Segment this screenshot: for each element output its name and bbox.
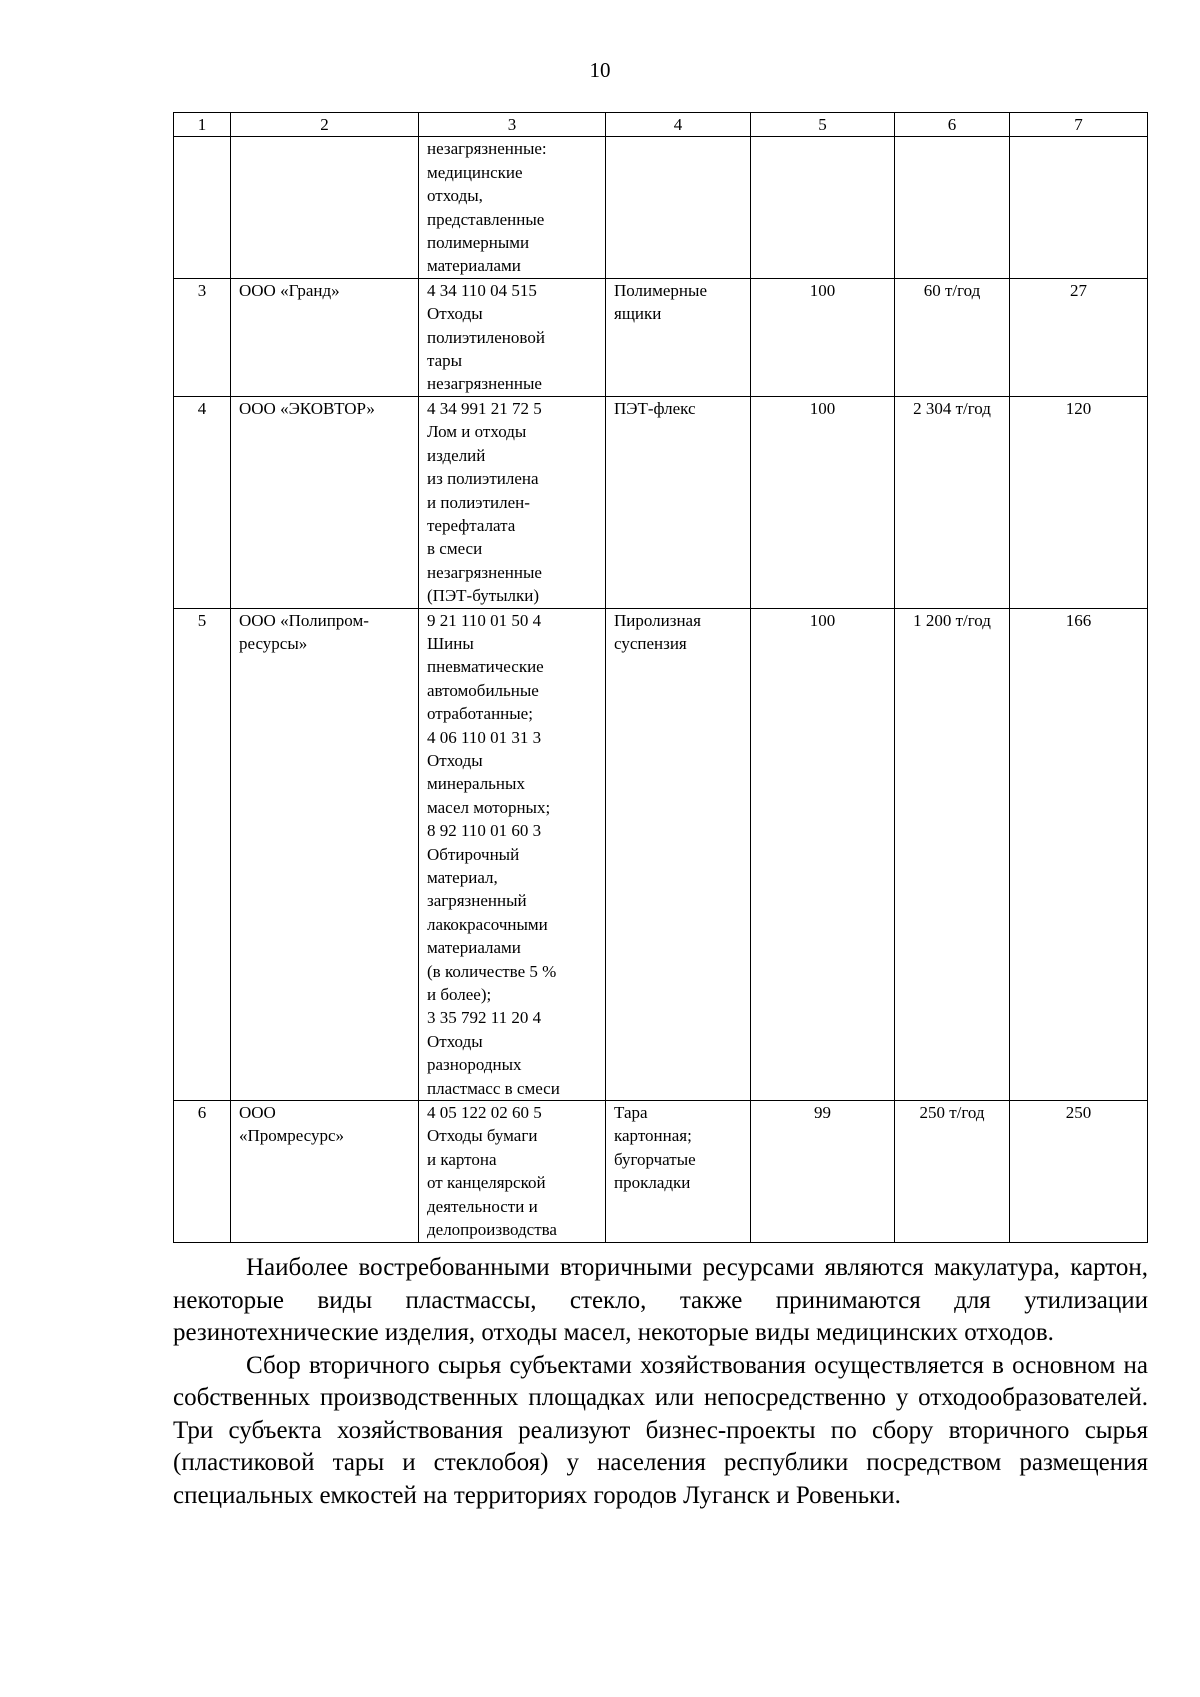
percent-value: 100 [751, 608, 895, 1101]
percent-value [751, 137, 895, 278]
row-number: 4 [174, 396, 231, 608]
capacity-value: 250 т/год [895, 1101, 1010, 1242]
table-row [174, 137, 1148, 278]
product-name: Пиролизная суспензия [606, 608, 751, 1101]
waste-description: 4 34 991 21 72 5 Лом и отходы изделий из полиэтилена и полиэтилен- терефталата в смеси незагрязненные (ПЭТ-бутылки) [419, 396, 606, 608]
header-cell: 4 [606, 113, 751, 137]
table-row [174, 1101, 1148, 1242]
waste-description: незагрязненные: медицинские отходы, представленные полимерными материалами [419, 137, 606, 278]
organization-name: ООО «Полипром- ресурсы» [231, 608, 419, 1101]
paragraph: Сбор вторичного сырья субъектами хозяйствования осуществляется в основном на собственных производственных площадках или непосредственно у отходообразователей. Три субъекта хозяйствования реализуют бизнес-проекты по сбору вторичного сырья (пластиковой тары и стеклобоя) у населения республики посредством размещения специальных емкостей на территориях городов Луганск и Ровеньки. [173, 1351, 1148, 1509]
header-cell: 5 [751, 113, 895, 137]
product-name: ПЭТ-флекс [606, 396, 751, 608]
capacity-value: 2 304 т/год [895, 396, 1010, 608]
column-7-value: 120 [1010, 396, 1148, 608]
percent-value: 100 [751, 278, 895, 396]
percent-value: 99 [751, 1101, 895, 1242]
percent-value: 100 [751, 396, 895, 608]
row-number: 5 [174, 608, 231, 1101]
organization-name: ООО «ЭКОВТОР» [231, 396, 419, 608]
waste-description: 4 34 110 04 515 Отходы полиэтиленовой тары незагрязненные [419, 278, 606, 396]
product-name: Тара картонная; бугорчатые прокладки [606, 1101, 751, 1242]
table-row [174, 608, 1148, 1101]
column-7-value: 250 [1010, 1101, 1148, 1242]
organization-name: ООО «Промресурс» [231, 1101, 419, 1242]
header-cell: 1 [174, 113, 231, 137]
organization-name [231, 137, 419, 278]
paragraph: Наиболее востребованными вторичными ресурсами являются макулатура, картон, некоторые виды пластмассы, стекло, также принимаются для утилизации резинотехнические изделия, отходы масел, некоторые виды медицинских отходов. [173, 1254, 1148, 1346]
row-number [174, 137, 231, 278]
header-cell: 3 [419, 113, 606, 137]
column-7-value: 166 [1010, 608, 1148, 1101]
row-number: 3 [174, 278, 231, 396]
header-cell: 2 [231, 113, 419, 137]
product-name: Полимерные ящики [606, 278, 751, 396]
header-cell: 6 [895, 113, 1010, 137]
waste-processors-table [173, 112, 1148, 1243]
table-row [174, 278, 1148, 396]
column-7-value [1010, 137, 1148, 278]
row-number: 6 [174, 1101, 231, 1242]
product-name [606, 137, 751, 278]
header-cell: 7 [1010, 113, 1148, 137]
capacity-value: 1 200 т/год [895, 608, 1010, 1101]
waste-description: 4 05 122 02 60 5 Отходы бумаги и картона от канцелярской деятельности и делопроизводства [419, 1101, 606, 1242]
organization-name: ООО «Гранд» [231, 278, 419, 396]
body-text [173, 1252, 1148, 1512]
page-number: 10 [589, 58, 611, 82]
table-row [174, 396, 1148, 608]
waste-description: 9 21 110 01 50 4 Шины пневматические автомобильные отработанные; 4 06 110 01 31 3 Отходы минеральных масел моторных; 8 92 110 01 60 3 Обтирочный материал, загрязненный лакокрасочными материалами (в количестве 5 % и более); 3 35 792 11 20 4 Отходы разнородных пластмасс в смеси [419, 608, 606, 1101]
table-header-row [174, 113, 1148, 137]
column-7-value: 27 [1010, 278, 1148, 396]
capacity-value [895, 137, 1010, 278]
capacity-value: 60 т/год [895, 278, 1010, 396]
